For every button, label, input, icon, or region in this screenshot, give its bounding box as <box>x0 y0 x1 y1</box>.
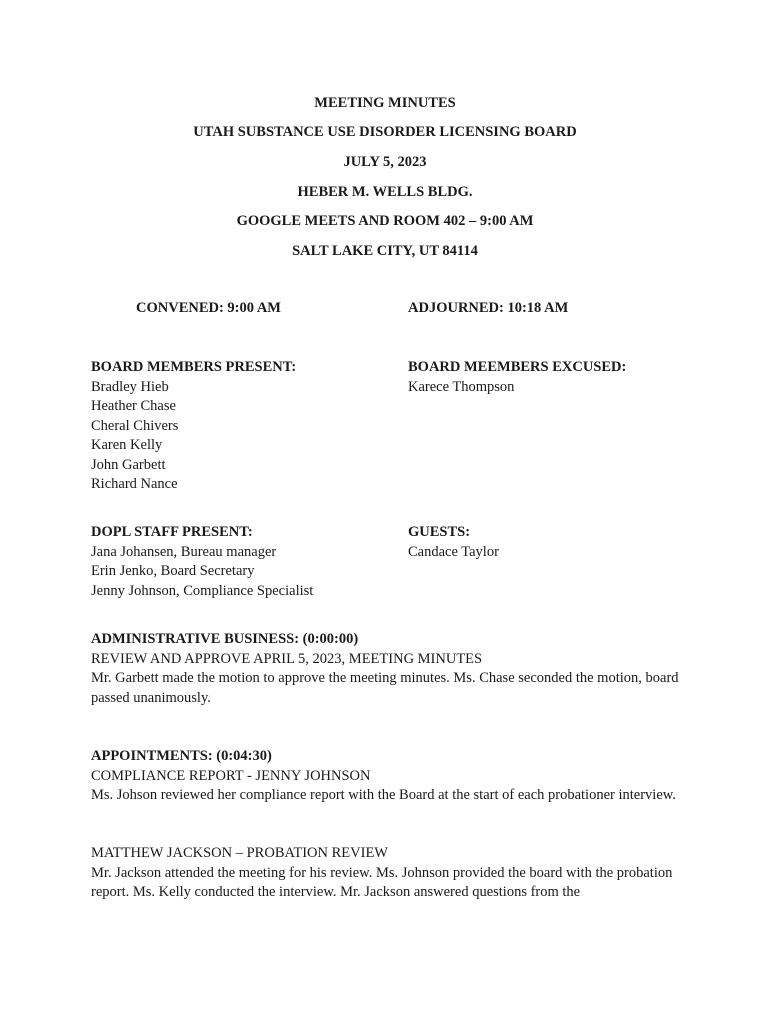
list-item: Karece Thompson <box>408 378 515 395</box>
document-title: MEETING MINUTES <box>314 95 456 111</box>
compliance-report-body: Ms. Johson reviewed her compliance report with the Board at the start of each probationer interview. <box>91 787 676 803</box>
admin-business-section <box>91 630 681 708</box>
guests-section <box>408 523 499 562</box>
compliance-report-subheading: COMPLIANCE REPORT - JENNY JOHNSON <box>91 767 371 784</box>
building-name: HEBER M. WELLS BLDG. <box>297 184 473 200</box>
admin-business-heading: ADMINISTRATIVE BUSINESS: (0:00:00) <box>91 631 359 647</box>
board-name: UTAH SUBSTANCE USE DISORDER LICENSING BOARD <box>193 124 577 140</box>
guests-heading: GUESTS: <box>408 524 471 540</box>
appointments-heading: APPOINTMENTS: (0:04:30) <box>91 748 272 764</box>
list-item: Erin Jenko, Board Secretary <box>91 563 255 579</box>
jackson-review-section <box>91 844 681 903</box>
list-item: Heather Chase <box>91 398 176 414</box>
appointments-section <box>91 747 681 806</box>
admin-business-body: Mr. Garbett made the motion to approve the meeting minutes. Ms. Chase seconded the motion, board passed unanimously. <box>91 670 679 706</box>
convened-time: CONVENED: 9:00 AM <box>136 300 281 316</box>
list-item: Jana Johansen, Bureau manager <box>91 543 277 560</box>
admin-business-subheading: REVIEW AND APPROVE APRIL 5, 2023, MEETING MINUTES <box>91 650 483 667</box>
meeting-date: JULY 5, 2023 <box>343 154 427 170</box>
adjourned-time: ADJOURNED: 10:18 AM <box>408 300 569 316</box>
members-excused-heading: BOARD MEEMBERS EXCUSED: <box>408 359 627 375</box>
members-excused-section <box>408 358 626 397</box>
jackson-review-subheading: MATTHEW JACKSON – PROBATION REVIEW <box>91 845 388 861</box>
list-item: John Garbett <box>91 456 166 473</box>
city-address: SALT LAKE CITY, UT 84114 <box>292 243 478 259</box>
jackson-review-body: Mr. Jackson attended the meeting for his review. Ms. Johnson provided the board with the probation report. Ms. Kelly conducted the interview. Mr. Jackson answered questions from the <box>91 864 673 900</box>
list-item: Jenny Johnson, Compliance Specialist <box>91 582 314 599</box>
meeting-location: GOOGLE MEETS AND ROOM 402 – 9:00 AM <box>236 213 534 229</box>
staff-present-section <box>91 523 313 601</box>
staff-present-list <box>91 543 313 602</box>
list-item: Cheral Chivers <box>91 417 179 434</box>
list-item: Bradley Hieb <box>91 378 169 395</box>
staff-present-heading: DOPL STAFF PRESENT: <box>91 524 253 540</box>
list-item: Candace Taylor <box>408 543 499 560</box>
list-item: Richard Nance <box>91 476 178 492</box>
members-excused-list <box>408 378 626 398</box>
members-present-heading: BOARD MEMBERS PRESENT: <box>91 359 297 375</box>
members-present-list <box>91 378 296 495</box>
list-item: Karen Kelly <box>91 437 163 453</box>
members-present-section <box>91 358 296 495</box>
guests-list <box>408 543 499 563</box>
